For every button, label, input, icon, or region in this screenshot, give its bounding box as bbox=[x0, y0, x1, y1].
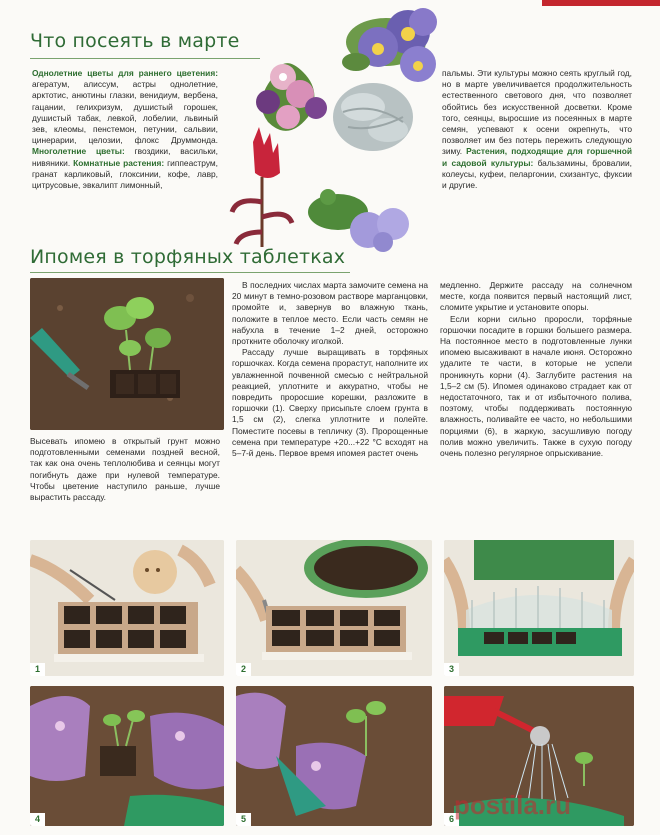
paragraph-transplant: Если корни сильно проросли, торфяные горшочки посадите в горшки большего размера. На постоянное место в подготовленные лунки ипомею высаживают в начале июня. Осторожно удалите те части, в которые не успели проникнуть корни (4). Заглубите растения на 1,5–2 см (5). Ипомея одинаково страдает как от недостаточного, так и от избыточного полива, поэтому, чтобы поддерживать постоянную влажность, поливайте ее часто, но небольшими порциями (6), в жаркую, засушливую погоду полив можно увеличить. Также в сухую погоду очень полезно регулярное опрыскивание. bbox=[440, 313, 632, 459]
paragraph-soaking: В последних числах марта замочите семена на 20 минут в темно-розовом растворе марганцовки, промойте и, завернув во влажную ткань, положите в теплое место. Если часть семян не набухла в течение 1–2 дней, осторожно проткните оболочку иголкой. bbox=[232, 280, 428, 347]
petunia-flowers-image bbox=[256, 63, 327, 131]
step-4-number: 4 bbox=[30, 813, 45, 826]
section1-left-text bbox=[32, 68, 218, 191]
pansy-flowers-image bbox=[342, 8, 437, 82]
intro-paragraph: пальмы. Эти культуры можно сеять круглый год, но в марте увеличивается продолжительность естественного светового дня, что позволяет обойтись без искусственной досветки. Кроме того, сеянцы, выросшие из посеянных в марте семян, успевают к осени окрепнуть, что позволяет им без потерь пережить следующую зиму. bbox=[442, 68, 632, 157]
step-2-photo bbox=[236, 540, 432, 676]
step-1-number: 1 bbox=[30, 663, 45, 676]
pot-heading: Растения, подходящие для горшечной и садовой культуры: bbox=[442, 146, 633, 168]
step-3-photo bbox=[444, 540, 634, 676]
section1-title: Что посеять в марте bbox=[30, 30, 240, 52]
page-corner-tab bbox=[542, 0, 660, 6]
perennial-list: гвоздики, васильки, нивяники. bbox=[32, 146, 218, 168]
step-3-number: 3 bbox=[444, 663, 459, 676]
paragraph-slow-growth: медленно. Держите рассаду на солнечном месте, когда появится первый настоящий лист, сломите укрытие и установите опоры. bbox=[440, 280, 632, 313]
cineraria-silver-image bbox=[333, 83, 413, 151]
section2-title: Ипомея в торфяных таблетках bbox=[30, 246, 346, 268]
celosia-flower-image bbox=[232, 127, 292, 247]
section1-right-text bbox=[442, 68, 632, 191]
pot-list: бальзамины, бровалии, колеусы, куфеи, пеларгонии, схизантус, фуксии и другие. bbox=[442, 157, 632, 191]
step-6-photo bbox=[444, 686, 634, 826]
ipomoea-seedlings-photo bbox=[30, 278, 224, 430]
step-6-number: 6 bbox=[444, 813, 459, 826]
indoor-heading: Комнатные растения: bbox=[73, 157, 165, 168]
annual-heading: Однолетние цветы для раннего цветения: bbox=[32, 68, 218, 78]
step-2-number: 2 bbox=[236, 663, 251, 676]
annual-list: агератум, алиссум, астры однолетние, арктотис, анютины глазки, венидиум, вербена, гацании, гелихризум, душистый горошек, душистый табак, левкой, лобелии, львиный зев, клеомы, пенстемон, петунии, сальвии, цинерарии, целозии, флокс Друммонда. bbox=[32, 79, 218, 146]
instructions-column-2 bbox=[232, 280, 428, 459]
watermark: postila.ru bbox=[454, 790, 572, 820]
intro-column: Высевать ипомею в открытый грунт можно подготовленными семенами поздней весной, так как она очень теплолюбива и сеянцы могут погибнуть даже при нулевой температуре. Чтобы цветение наступило раньше, лучше вырастить рассаду. bbox=[30, 436, 220, 503]
step-1-photo bbox=[30, 540, 224, 676]
step-5-number: 5 bbox=[236, 813, 251, 826]
indoor-list: гиппеаструм, гранат карликовый, глоксинии, кофе, лавр, цитрусовые, эвкалипт лимонный, bbox=[32, 157, 218, 191]
instructions-column-3 bbox=[440, 280, 632, 459]
flowers-collage bbox=[218, 2, 440, 252]
perennial-heading: Многолетние цветы: bbox=[32, 146, 125, 157]
ageratum-flowers-image bbox=[308, 189, 409, 252]
paragraph-peat-pots: Рассаду лучше выращивать в торфяных горшочках. Когда семена прорастут, наполните их увлажненной почвенной смесью с нейтральной реакцией, уплотните и аккуратно, чтобы не повредить проросшие корешки, разложите в горшочки (1). Сверху присыпьте слоем грунта в 1,5 см (2), слегка уплотните и полейте. Поместите посевы в тепличку (3). Пророщенные семена при температуре +20...+22 °C всходят на 5–7-й день. Первое время ипомея растет очень bbox=[232, 347, 428, 459]
step-5-photo bbox=[236, 686, 432, 826]
section2-title-rule bbox=[30, 272, 350, 273]
step-4-photo bbox=[30, 686, 224, 826]
